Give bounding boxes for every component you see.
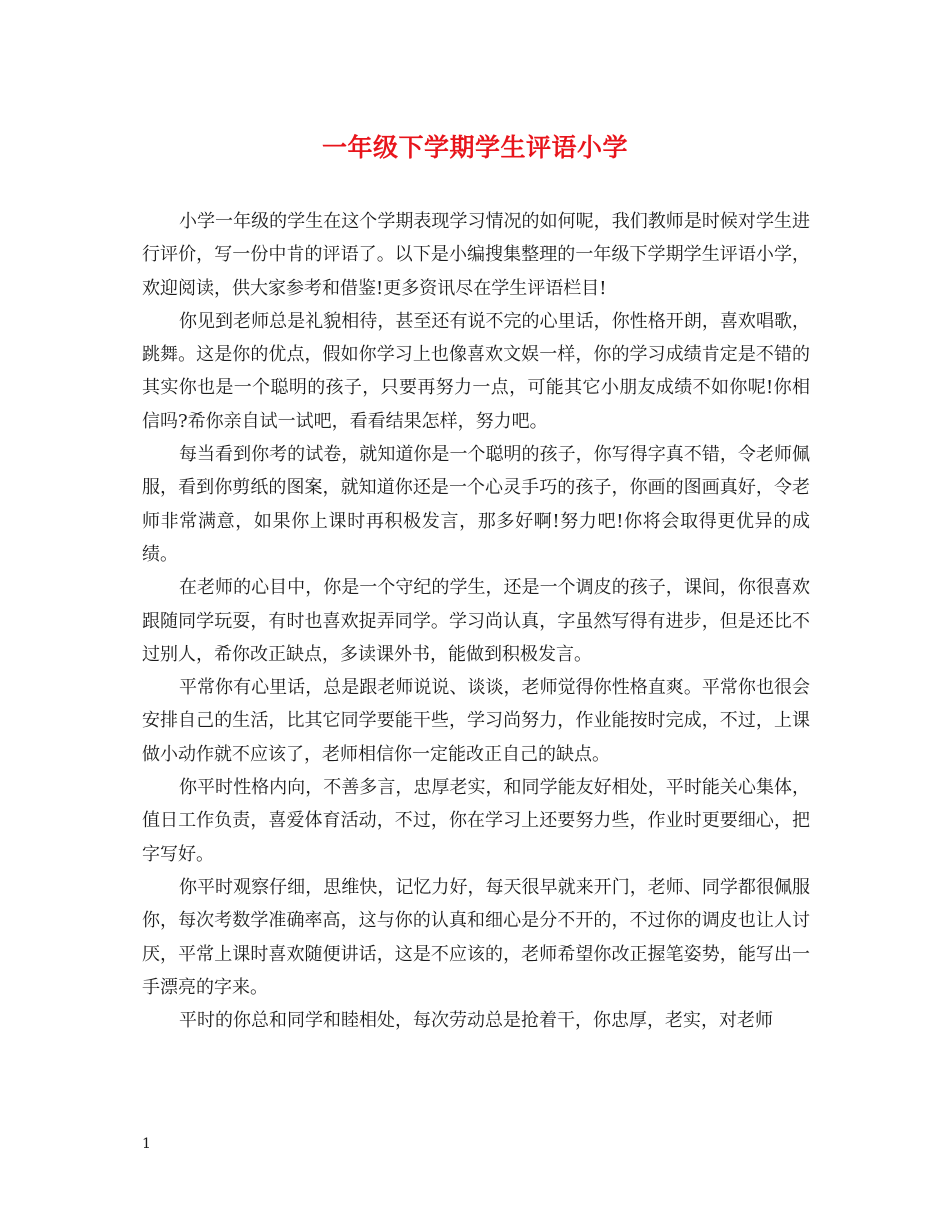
paragraph-comment-5: 你平时性格内向，不善多言，忠厚老实，和同学能友好相处，平时能关心集体，值日工作负责，喜爱体育活动，不过，你在学习上还要努力些，作业时更要细心，把字写好。 <box>142 777 810 865</box>
paragraph-comment-6: 你平时观察仔细，思维快，记忆力好，每天很早就来开门，老师、同学都很佩服你，每次考数学准确率高，这与你的认真和细心是分不开的，不过你的调皮也让人讨厌，平常上课时喜欢随便讲话，这是不应该的，老师希望你改正握笔姿势，能写出一手漂亮的字来。 <box>142 876 810 998</box>
paragraph-intro: 小学一年级的学生在这个学期表现学习情况的如何呢，我们教师是时候对学生进行评价，写一份中肯的评语了。以下是小编搜集整理的一年级下学期学生评语小学，欢迎阅读，供大家参考和借鉴!更多资讯尽在学生评语栏目! <box>142 211 810 299</box>
paragraph-comment-2: 每当看到你考的试卷，就知道你是一个聪明的孩子，你写得字真不错，令老师佩服，看到你剪纸的图案，就知道你还是一个心灵手巧的孩子，你画的图画真好，令老师非常满意，如果你上课时再积极发言，那多好啊!努力吧!你将会取得更优异的成绩。 <box>142 444 810 565</box>
document-body <box>142 205 810 1037</box>
paragraph-comment-3: 在老师的心目中，你是一个守纪的学生，还是一个调皮的孩子，课间，你很喜欢跟随同学玩耍，有时也喜欢捉弄同学。学习尚认真，字虽然写得有进步，但是还比不过别人，希你改正缺点，多读课外书，能做到积极发言。 <box>142 577 810 665</box>
page-number: 1 <box>142 1136 151 1152</box>
paragraph-comment-1: 你见到老师总是礼貌相待，甚至还有说不完的心里话，你性格开朗，喜欢唱歌，跳舞。这是你的优点，假如你学习上也像喜欢文娱一样，你的学习成绩肯定是不错的其实你也是一个聪明的孩子，只要再努力一点，可能其它小朋友成绩不如你呢!你相信吗?希你亲自试一试吧，看看结果怎样，努力吧。 <box>142 310 810 432</box>
document-title: 一年级下学期学生评语小学 <box>321 133 628 162</box>
paragraph-comment-7: 平时的你总和同学和睦相处，每次劳动总是抢着干，你忠厚，老实，对老师 <box>179 1010 773 1032</box>
paragraph-comment-4: 平常你有心里话，总是跟老师说说、谈谈，老师觉得你性格直爽。平常你也很会安排自己的生活，比其它同学要能干些，学习尚努力，作业能按时完成，不过，上课做小动作就不应该了，老师相信你一定能改正自己的缺点。 <box>142 677 810 765</box>
